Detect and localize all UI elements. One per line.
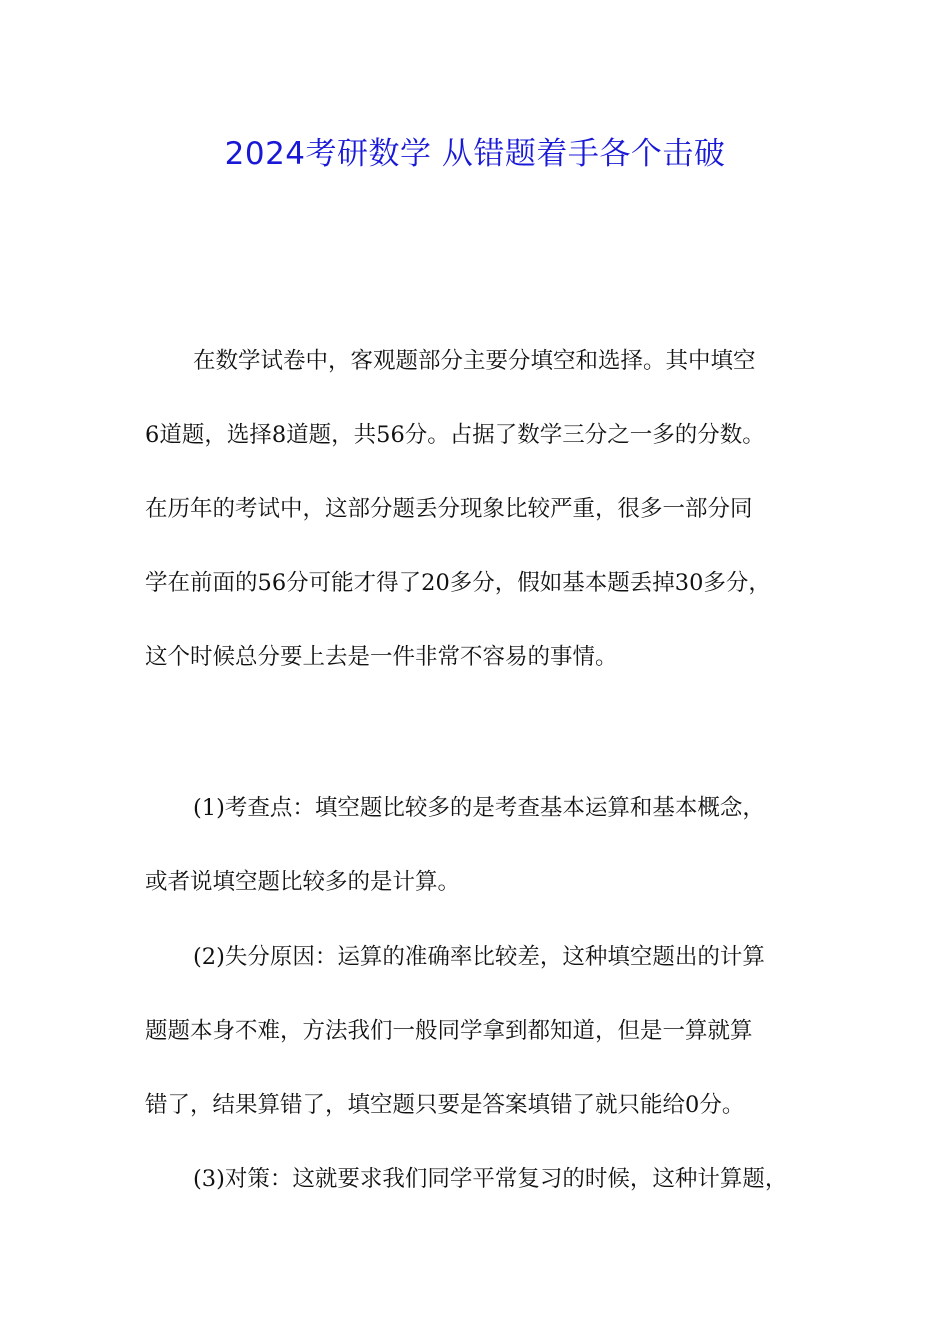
text-line: 这个时候总分要上去是一件非常不容易的事情。 [145, 644, 618, 670]
text-line: 在历年的考试中，这部分题丢分现象比较严重，很多一部分同 [145, 496, 753, 522]
text-line: (3)对策：这就要求我们同学平常复习的时候，这种计算题， [193, 1166, 788, 1192]
text-line: 题题本身不难，方法我们一般同学拿到都知道，但是一算就算 [145, 1018, 753, 1044]
text-line: 在数学试卷中，客观题部分主要分填空和选择。其中填空 [193, 348, 756, 374]
text-line: (2)失分原因：运算的准确率比较差，这种填空题出的计算 [193, 944, 765, 970]
paragraph-intro [145, 324, 825, 694]
text-line: 或者说填空题比较多的是计算。 [145, 869, 461, 895]
text-line: (1)考查点：填空题比较多的是考查基本运算和基本概念， [193, 795, 765, 821]
text-line: 6道题，选择8道题，共56分。占据了数学三分之一多的分数。 [145, 422, 765, 448]
paragraph-strategy [145, 1142, 825, 1216]
paragraph-exam-point [145, 771, 825, 919]
text-line: 错了，结果算错了，填空题只要是答案填错了就只能给0分。 [145, 1092, 745, 1118]
document-title: 2024考研数学 从错题着手各个击破 [224, 136, 726, 172]
text-line: 学在前面的56分可能才得了20多分，假如基本题丢掉30多分， [145, 570, 771, 596]
paragraph-loss-reason [145, 920, 825, 1142]
